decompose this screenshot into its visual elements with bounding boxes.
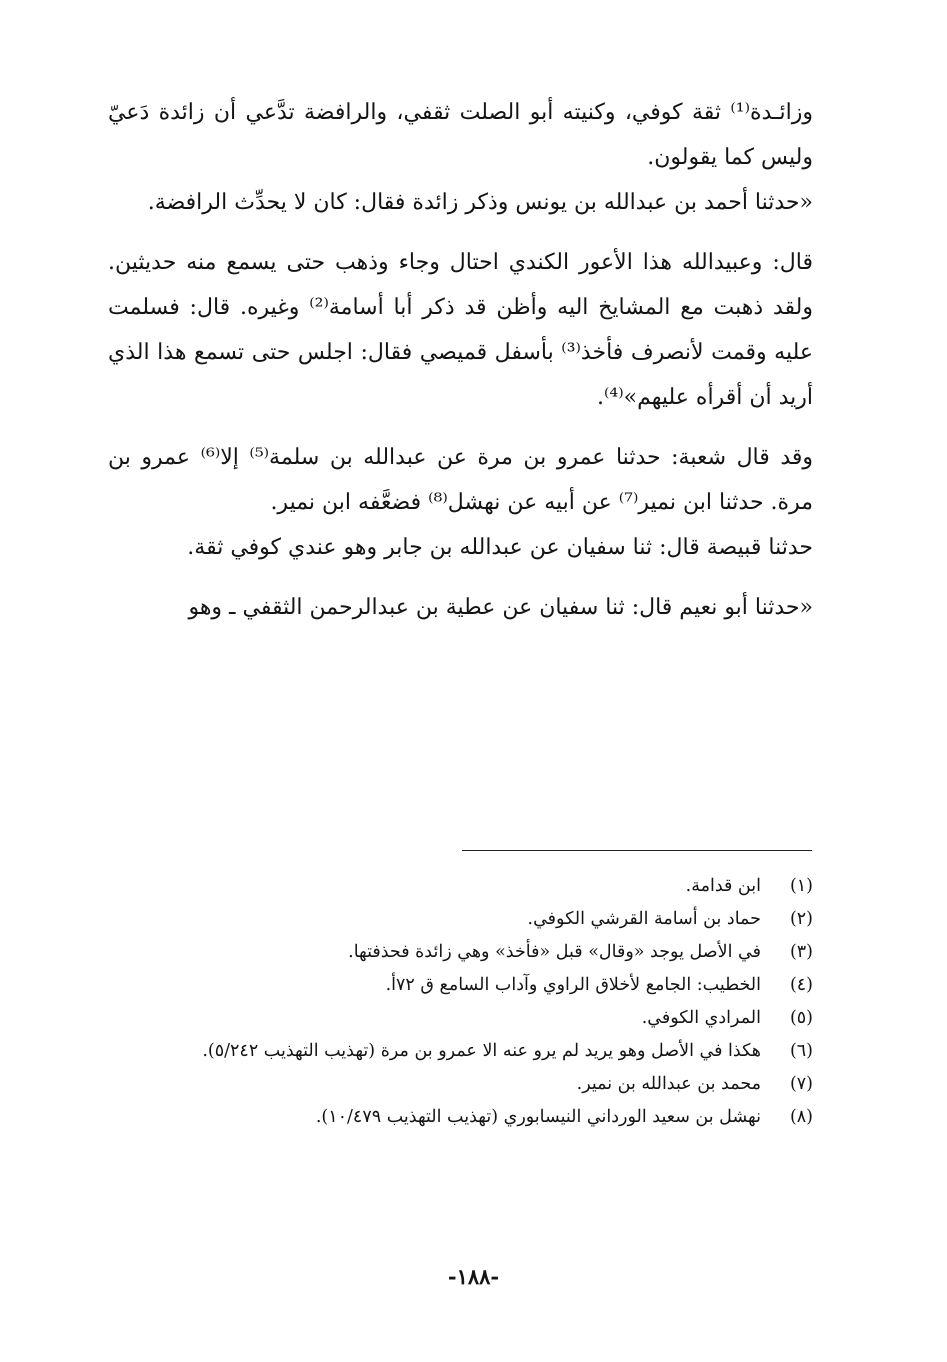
footnote-divider [462,850,812,851]
footnote-text: في الأصل يوجد «وقال» قبل «فأخذ» وهي زائدة فحذفتها. [348,942,761,962]
footnote-text: نهشل بن سعيد الورداني النيسابوري (تهذيب التهذيب ١٠/٤٧٩). [315,1107,761,1127]
footnote-number: (٤) [789,975,813,995]
page-number: -١٨٨- [447,1264,500,1289]
footnote-number: (٨) [789,1107,813,1127]
footnote-text: هكذا في الأصل وهو يريد لم يرو عنه الا عمرو بن مرة (تهذيب التهذيب ٥/٢٤٢). [202,1041,761,1061]
footnote-number: (٣) [789,942,813,962]
paragraph: وزائـدة⁽¹⁾ ثقة كوفي، وكنيته أبو الصلت ثقفي، والرافضة تدَّعي أن زائدة دَعيّ وليس كما يقولون. [108,100,813,170]
footnote-item [108,1002,813,1035]
footnote-item [108,1035,813,1068]
footnote-number: (٦) [789,1041,813,1061]
footnote-item [108,903,813,936]
paragraph: حدثنا قبيصة قال: ثنا سفيان عن عبدالله بن جابر وهو عندي كوفي ثقة. [187,535,813,560]
footnote-number: (٢) [789,909,813,929]
footnotes [108,870,813,1134]
footnote-item [108,969,813,1002]
paragraph: قال: وعبيدالله هذا الأعور الكندي احتال وجاء وذهب حتى يسمع منه حديثين. ولقد ذهبت مع المشايخ اليه وأظن قد ذكر أبا أسامة⁽²⁾ وغيره. قال: فسلمت عليه وقمت لأنصرف فأخذ⁽³⁾ بأسفل قميصي فقال: اجلس حتى تسمع هذا الذي أريد أن أقرأه عليهم»⁽⁴⁾. [108,250,813,410]
footnote-item [108,1101,813,1134]
footnote-item [108,936,813,969]
paragraph: «حدثنا أحمد بن عبدالله بن يونس وذكر زائدة فقال: كان لا يحدِّث الرافضة. [147,190,813,215]
footnote-text: محمد بن عبدالله بن نمير. [576,1074,761,1094]
footnote-item [108,1068,813,1101]
footnote-number: (١) [789,876,813,896]
footnote-number: (٥) [789,1008,813,1028]
footnote-number: (٧) [789,1074,813,1094]
paragraph: وقد قال شعبة: حدثنا عمرو بن مرة عن عبدالله بن سلمة⁽⁵⁾ إلا⁽⁶⁾ عمرو بن مرة. حدثنا ابن نمير⁽⁷⁾ عن أبيه عن نهشل⁽⁸⁾ فضعَّفه ابن نمير. [108,445,814,515]
footnote-text: حماد بن أسامة القرشي الكوفي. [527,909,761,929]
paragraph: «حدثنا أبو نعيم قال: ثنا سفيان عن عطية بن عبدالرحمن الثقفي ـ وهو [188,595,813,620]
footnote-text: المرادي الكوفي. [641,1008,761,1028]
footnote-text: ابن قدامة. [685,876,761,896]
footnote-item [108,870,813,903]
footnote-text: الخطيب: الجامع لأخلاق الراوي وآداب السامع ق ٧٢أ. [385,975,761,995]
main-text [108,90,813,630]
